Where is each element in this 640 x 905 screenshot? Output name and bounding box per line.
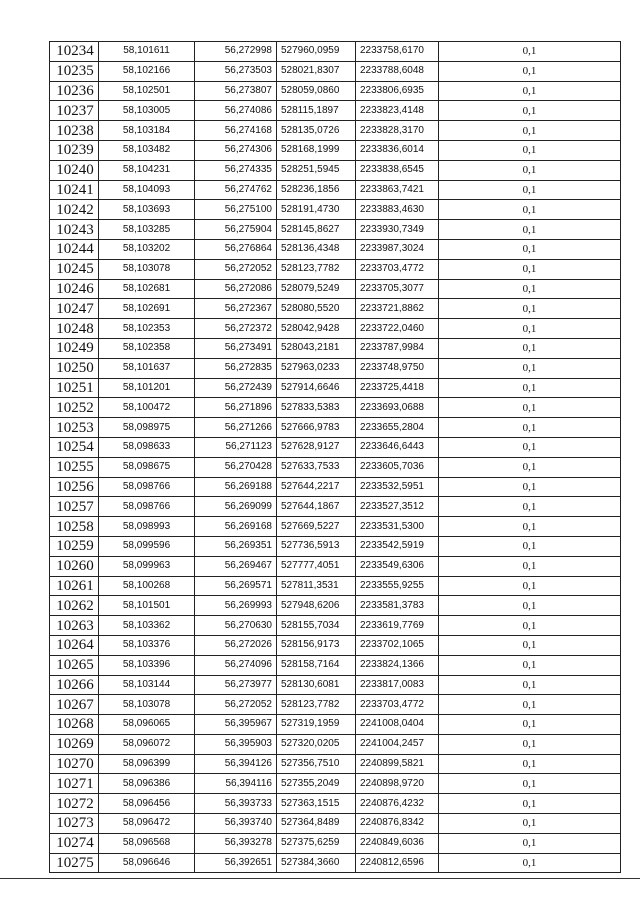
y-coordinate-cell: 2241004,2457	[356, 734, 439, 754]
latitude-cell: 58,103396	[99, 655, 195, 675]
value-cell: 0,1	[439, 715, 621, 735]
point-number-cell: 10245	[50, 259, 99, 279]
y-coordinate-cell: 2233605,7036	[356, 457, 439, 477]
y-coordinate-cell: 2233581,3783	[356, 596, 439, 616]
table-row	[50, 418, 621, 438]
latitude-cell: 58,096399	[99, 754, 195, 774]
y-coordinate-cell: 2233823,4148	[356, 101, 439, 121]
x-coordinate-cell: 527644,1867	[277, 497, 356, 517]
x-coordinate-cell: 528156,9173	[277, 635, 356, 655]
point-number-cell: 10235	[50, 61, 99, 81]
table-row	[50, 853, 621, 873]
longitude-cell: 56,271896	[195, 398, 277, 418]
latitude-cell: 58,101501	[99, 596, 195, 616]
point-number-cell: 10244	[50, 239, 99, 259]
value-cell: 0,1	[439, 517, 621, 537]
y-coordinate-cell: 2233722,0460	[356, 319, 439, 339]
value-cell: 0,1	[439, 279, 621, 299]
table-row	[50, 101, 621, 121]
latitude-cell: 58,103184	[99, 121, 195, 141]
y-coordinate-cell: 2240849,6036	[356, 833, 439, 853]
x-coordinate-cell: 528236,1856	[277, 180, 356, 200]
y-coordinate-cell: 2233987,3024	[356, 239, 439, 259]
x-coordinate-cell: 528251,5945	[277, 160, 356, 180]
value-cell: 0,1	[439, 140, 621, 160]
table-row	[50, 477, 621, 497]
table-row	[50, 140, 621, 160]
value-cell: 0,1	[439, 101, 621, 121]
value-cell: 0,1	[439, 418, 621, 438]
point-number-cell: 10257	[50, 497, 99, 517]
value-cell: 0,1	[439, 576, 621, 596]
x-coordinate-cell: 527633,7533	[277, 457, 356, 477]
latitude-cell: 58,098675	[99, 457, 195, 477]
table-row	[50, 576, 621, 596]
y-coordinate-cell: 2233549,6306	[356, 556, 439, 576]
y-coordinate-cell: 2233883,4630	[356, 200, 439, 220]
latitude-cell: 58,096386	[99, 774, 195, 794]
y-coordinate-cell: 2233527,3512	[356, 497, 439, 517]
value-cell: 0,1	[439, 675, 621, 695]
latitude-cell: 58,098975	[99, 418, 195, 438]
table-row	[50, 616, 621, 636]
value-cell: 0,1	[439, 160, 621, 180]
point-number-cell: 10273	[50, 814, 99, 834]
longitude-cell: 56,272052	[195, 695, 277, 715]
x-coordinate-cell: 527644,2217	[277, 477, 356, 497]
longitude-cell: 56,272835	[195, 358, 277, 378]
value-cell: 0,1	[439, 833, 621, 853]
x-coordinate-cell: 528191,4730	[277, 200, 356, 220]
latitude-cell: 58,099596	[99, 536, 195, 556]
longitude-cell: 56,274086	[195, 101, 277, 121]
x-coordinate-cell: 527736,5913	[277, 536, 356, 556]
value-cell: 0,1	[439, 239, 621, 259]
y-coordinate-cell: 2233703,4772	[356, 695, 439, 715]
y-coordinate-cell: 2233788,6048	[356, 61, 439, 81]
point-number-cell: 10238	[50, 121, 99, 141]
y-coordinate-cell: 2233531,5300	[356, 517, 439, 537]
point-number-cell: 10254	[50, 437, 99, 457]
point-number-cell: 10261	[50, 576, 99, 596]
table-row	[50, 259, 621, 279]
y-coordinate-cell: 2233721,8862	[356, 299, 439, 319]
table-row	[50, 338, 621, 358]
table-row	[50, 814, 621, 834]
value-cell: 0,1	[439, 536, 621, 556]
latitude-cell: 58,103376	[99, 635, 195, 655]
x-coordinate-cell: 528080,5520	[277, 299, 356, 319]
latitude-cell: 58,101201	[99, 378, 195, 398]
y-coordinate-cell: 2233806,6935	[356, 81, 439, 101]
value-cell: 0,1	[439, 121, 621, 141]
coordinates-table	[49, 41, 621, 873]
longitude-cell: 56,269571	[195, 576, 277, 596]
longitude-cell: 56,274306	[195, 140, 277, 160]
longitude-cell: 56,272026	[195, 635, 277, 655]
table-row	[50, 774, 621, 794]
point-number-cell: 10240	[50, 160, 99, 180]
table-row	[50, 695, 621, 715]
longitude-cell: 56,269188	[195, 477, 277, 497]
longitude-cell: 56,269467	[195, 556, 277, 576]
point-number-cell: 10237	[50, 101, 99, 121]
point-number-cell: 10247	[50, 299, 99, 319]
latitude-cell: 58,104093	[99, 180, 195, 200]
point-number-cell: 10255	[50, 457, 99, 477]
x-coordinate-cell: 527384,3660	[277, 853, 356, 873]
y-coordinate-cell: 2240876,4232	[356, 794, 439, 814]
value-cell: 0,1	[439, 556, 621, 576]
latitude-cell: 58,096456	[99, 794, 195, 814]
x-coordinate-cell: 528059,0860	[277, 81, 356, 101]
longitude-cell: 56,269351	[195, 536, 277, 556]
longitude-cell: 56,269993	[195, 596, 277, 616]
x-coordinate-cell: 527960,0959	[277, 42, 356, 62]
longitude-cell: 56,394126	[195, 754, 277, 774]
value-cell: 0,1	[439, 794, 621, 814]
x-coordinate-cell: 527364,8489	[277, 814, 356, 834]
y-coordinate-cell: 2233828,3170	[356, 121, 439, 141]
value-cell: 0,1	[439, 42, 621, 62]
longitude-cell: 56,273491	[195, 338, 277, 358]
value-cell: 0,1	[439, 338, 621, 358]
value-cell: 0,1	[439, 61, 621, 81]
value-cell: 0,1	[439, 596, 621, 616]
latitude-cell: 58,096472	[99, 814, 195, 834]
longitude-cell: 56,276864	[195, 239, 277, 259]
longitude-cell: 56,393278	[195, 833, 277, 853]
latitude-cell: 58,103285	[99, 220, 195, 240]
latitude-cell: 58,098993	[99, 517, 195, 537]
table-row	[50, 180, 621, 200]
point-number-cell: 10262	[50, 596, 99, 616]
latitude-cell: 58,103482	[99, 140, 195, 160]
point-number-cell: 10275	[50, 853, 99, 873]
point-number-cell: 10269	[50, 734, 99, 754]
x-coordinate-cell: 527777,4051	[277, 556, 356, 576]
x-coordinate-cell: 527628,9127	[277, 437, 356, 457]
latitude-cell: 58,096568	[99, 833, 195, 853]
x-coordinate-cell: 528042,9428	[277, 319, 356, 339]
longitude-cell: 56,395903	[195, 734, 277, 754]
x-coordinate-cell: 527669,5227	[277, 517, 356, 537]
value-cell: 0,1	[439, 200, 621, 220]
point-number-cell: 10260	[50, 556, 99, 576]
y-coordinate-cell: 2233703,4772	[356, 259, 439, 279]
table-row	[50, 655, 621, 675]
point-number-cell: 10249	[50, 338, 99, 358]
table-row	[50, 319, 621, 339]
x-coordinate-cell: 527948,6206	[277, 596, 356, 616]
point-number-cell: 10253	[50, 418, 99, 438]
point-number-cell: 10270	[50, 754, 99, 774]
longitude-cell: 56,270630	[195, 616, 277, 636]
y-coordinate-cell: 2233863,7421	[356, 180, 439, 200]
x-coordinate-cell: 528168,1999	[277, 140, 356, 160]
value-cell: 0,1	[439, 398, 621, 418]
value-cell: 0,1	[439, 437, 621, 457]
x-coordinate-cell: 528021,8307	[277, 61, 356, 81]
y-coordinate-cell: 2233655,2804	[356, 418, 439, 438]
latitude-cell: 58,102353	[99, 319, 195, 339]
point-number-cell: 10248	[50, 319, 99, 339]
y-coordinate-cell: 2233555,9255	[356, 576, 439, 596]
table-row	[50, 536, 621, 556]
table-row	[50, 833, 621, 853]
longitude-cell: 56,272367	[195, 299, 277, 319]
table-row	[50, 398, 621, 418]
value-cell: 0,1	[439, 754, 621, 774]
longitude-cell: 56,274168	[195, 121, 277, 141]
x-coordinate-cell: 527355,2049	[277, 774, 356, 794]
y-coordinate-cell: 2240899,5821	[356, 754, 439, 774]
longitude-cell: 56,275100	[195, 200, 277, 220]
point-number-cell: 10274	[50, 833, 99, 853]
coordinates-table-body	[50, 42, 621, 873]
point-number-cell: 10252	[50, 398, 99, 418]
x-coordinate-cell: 528135,0726	[277, 121, 356, 141]
point-number-cell: 10256	[50, 477, 99, 497]
y-coordinate-cell: 2233824,1366	[356, 655, 439, 675]
x-coordinate-cell: 527363,1515	[277, 794, 356, 814]
y-coordinate-cell: 2240898,9720	[356, 774, 439, 794]
latitude-cell: 58,096072	[99, 734, 195, 754]
value-cell: 0,1	[439, 180, 621, 200]
point-number-cell: 10265	[50, 655, 99, 675]
longitude-cell: 56,274762	[195, 180, 277, 200]
point-number-cell: 10234	[50, 42, 99, 62]
y-coordinate-cell: 2233532,5951	[356, 477, 439, 497]
point-number-cell: 10271	[50, 774, 99, 794]
x-coordinate-cell: 528123,7782	[277, 259, 356, 279]
latitude-cell: 58,103202	[99, 239, 195, 259]
table-row	[50, 160, 621, 180]
point-number-cell: 10250	[50, 358, 99, 378]
value-cell: 0,1	[439, 635, 621, 655]
table-row	[50, 42, 621, 62]
x-coordinate-cell: 528079,5249	[277, 279, 356, 299]
x-coordinate-cell: 528158,7164	[277, 655, 356, 675]
longitude-cell: 56,269099	[195, 497, 277, 517]
value-cell: 0,1	[439, 814, 621, 834]
x-coordinate-cell: 528136,4348	[277, 239, 356, 259]
x-coordinate-cell: 527963,0233	[277, 358, 356, 378]
point-number-cell: 10243	[50, 220, 99, 240]
table-row	[50, 358, 621, 378]
point-number-cell: 10241	[50, 180, 99, 200]
x-coordinate-cell: 528155,7034	[277, 616, 356, 636]
table-row	[50, 596, 621, 616]
latitude-cell: 58,101637	[99, 358, 195, 378]
longitude-cell: 56,272372	[195, 319, 277, 339]
value-cell: 0,1	[439, 477, 621, 497]
table-row	[50, 675, 621, 695]
table-row	[50, 517, 621, 537]
value-cell: 0,1	[439, 358, 621, 378]
longitude-cell: 56,270428	[195, 457, 277, 477]
y-coordinate-cell: 2240812,6596	[356, 853, 439, 873]
longitude-cell: 56,273503	[195, 61, 277, 81]
y-coordinate-cell: 2233758,6170	[356, 42, 439, 62]
value-cell: 0,1	[439, 259, 621, 279]
latitude-cell: 58,096065	[99, 715, 195, 735]
value-cell: 0,1	[439, 774, 621, 794]
longitude-cell: 56,275904	[195, 220, 277, 240]
table-row	[50, 457, 621, 477]
y-coordinate-cell: 2233693,0688	[356, 398, 439, 418]
latitude-cell: 58,096646	[99, 853, 195, 873]
point-number-cell: 10267	[50, 695, 99, 715]
y-coordinate-cell: 2241008,0404	[356, 715, 439, 735]
point-number-cell: 10242	[50, 200, 99, 220]
latitude-cell: 58,103144	[99, 675, 195, 695]
longitude-cell: 56,274335	[195, 160, 277, 180]
table-row	[50, 220, 621, 240]
value-cell: 0,1	[439, 81, 621, 101]
table-row	[50, 200, 621, 220]
table-row	[50, 497, 621, 517]
table-row	[50, 121, 621, 141]
x-coordinate-cell: 527666,9783	[277, 418, 356, 438]
longitude-cell: 56,272439	[195, 378, 277, 398]
value-cell: 0,1	[439, 457, 621, 477]
y-coordinate-cell: 2233930,7349	[356, 220, 439, 240]
longitude-cell: 56,393733	[195, 794, 277, 814]
value-cell: 0,1	[439, 655, 621, 675]
x-coordinate-cell: 527375,6259	[277, 833, 356, 853]
table-row	[50, 794, 621, 814]
longitude-cell: 56,273807	[195, 81, 277, 101]
x-coordinate-cell: 528043,2181	[277, 338, 356, 358]
longitude-cell: 56,395967	[195, 715, 277, 735]
longitude-cell: 56,272086	[195, 279, 277, 299]
table-row	[50, 437, 621, 457]
latitude-cell: 58,104231	[99, 160, 195, 180]
longitude-cell: 56,272998	[195, 42, 277, 62]
latitude-cell: 58,103362	[99, 616, 195, 636]
y-coordinate-cell: 2233836,6014	[356, 140, 439, 160]
point-number-cell: 10236	[50, 81, 99, 101]
point-number-cell: 10246	[50, 279, 99, 299]
x-coordinate-cell: 528145,8627	[277, 220, 356, 240]
latitude-cell: 58,103078	[99, 259, 195, 279]
value-cell: 0,1	[439, 378, 621, 398]
point-number-cell: 10259	[50, 536, 99, 556]
x-coordinate-cell: 528130,6081	[277, 675, 356, 695]
y-coordinate-cell: 2233705,3077	[356, 279, 439, 299]
x-coordinate-cell: 527319,1959	[277, 715, 356, 735]
latitude-cell: 58,102501	[99, 81, 195, 101]
point-number-cell: 10258	[50, 517, 99, 537]
latitude-cell: 58,098766	[99, 497, 195, 517]
value-cell: 0,1	[439, 616, 621, 636]
table-row	[50, 279, 621, 299]
y-coordinate-cell: 2240876,8342	[356, 814, 439, 834]
point-number-cell: 10264	[50, 635, 99, 655]
latitude-cell: 58,103693	[99, 200, 195, 220]
latitude-cell: 58,102358	[99, 338, 195, 358]
longitude-cell: 56,271266	[195, 418, 277, 438]
longitude-cell: 56,392651	[195, 853, 277, 873]
latitude-cell: 58,102681	[99, 279, 195, 299]
latitude-cell: 58,101611	[99, 42, 195, 62]
latitude-cell: 58,099963	[99, 556, 195, 576]
value-cell: 0,1	[439, 853, 621, 873]
latitude-cell: 58,098633	[99, 437, 195, 457]
longitude-cell: 56,274096	[195, 655, 277, 675]
x-coordinate-cell: 527914,6646	[277, 378, 356, 398]
y-coordinate-cell: 2233838,6545	[356, 160, 439, 180]
x-coordinate-cell: 527356,7510	[277, 754, 356, 774]
x-coordinate-cell: 527833,5383	[277, 398, 356, 418]
point-number-cell: 10266	[50, 675, 99, 695]
longitude-cell: 56,272052	[195, 259, 277, 279]
latitude-cell: 58,100268	[99, 576, 195, 596]
page-bottom-rule	[0, 878, 640, 879]
point-number-cell: 10239	[50, 140, 99, 160]
table-row	[50, 734, 621, 754]
latitude-cell: 58,102691	[99, 299, 195, 319]
latitude-cell: 58,103078	[99, 695, 195, 715]
table-row	[50, 556, 621, 576]
y-coordinate-cell: 2233646,6443	[356, 437, 439, 457]
table-row	[50, 635, 621, 655]
x-coordinate-cell: 528115,1897	[277, 101, 356, 121]
latitude-cell: 58,103005	[99, 101, 195, 121]
longitude-cell: 56,394116	[195, 774, 277, 794]
x-coordinate-cell: 528123,7782	[277, 695, 356, 715]
latitude-cell: 58,102166	[99, 61, 195, 81]
value-cell: 0,1	[439, 695, 621, 715]
value-cell: 0,1	[439, 220, 621, 240]
value-cell: 0,1	[439, 299, 621, 319]
x-coordinate-cell: 527320,0205	[277, 734, 356, 754]
table-row	[50, 754, 621, 774]
y-coordinate-cell: 2233817,0083	[356, 675, 439, 695]
point-number-cell: 10268	[50, 715, 99, 735]
point-number-cell: 10251	[50, 378, 99, 398]
value-cell: 0,1	[439, 497, 621, 517]
table-row	[50, 715, 621, 735]
table-row	[50, 378, 621, 398]
latitude-cell: 58,098766	[99, 477, 195, 497]
table-row	[50, 81, 621, 101]
y-coordinate-cell: 2233787,9984	[356, 338, 439, 358]
table-row	[50, 299, 621, 319]
y-coordinate-cell: 2233748,9750	[356, 358, 439, 378]
longitude-cell: 56,269168	[195, 517, 277, 537]
longitude-cell: 56,271123	[195, 437, 277, 457]
x-coordinate-cell: 527811,3531	[277, 576, 356, 596]
y-coordinate-cell: 2233619,7769	[356, 616, 439, 636]
point-number-cell: 10263	[50, 616, 99, 636]
y-coordinate-cell: 2233725,4418	[356, 378, 439, 398]
y-coordinate-cell: 2233542,5919	[356, 536, 439, 556]
value-cell: 0,1	[439, 319, 621, 339]
table-row	[50, 239, 621, 259]
y-coordinate-cell: 2233702,1065	[356, 635, 439, 655]
point-number-cell: 10272	[50, 794, 99, 814]
latitude-cell: 58,100472	[99, 398, 195, 418]
longitude-cell: 56,273977	[195, 675, 277, 695]
table-row	[50, 61, 621, 81]
longitude-cell: 56,393740	[195, 814, 277, 834]
value-cell: 0,1	[439, 734, 621, 754]
